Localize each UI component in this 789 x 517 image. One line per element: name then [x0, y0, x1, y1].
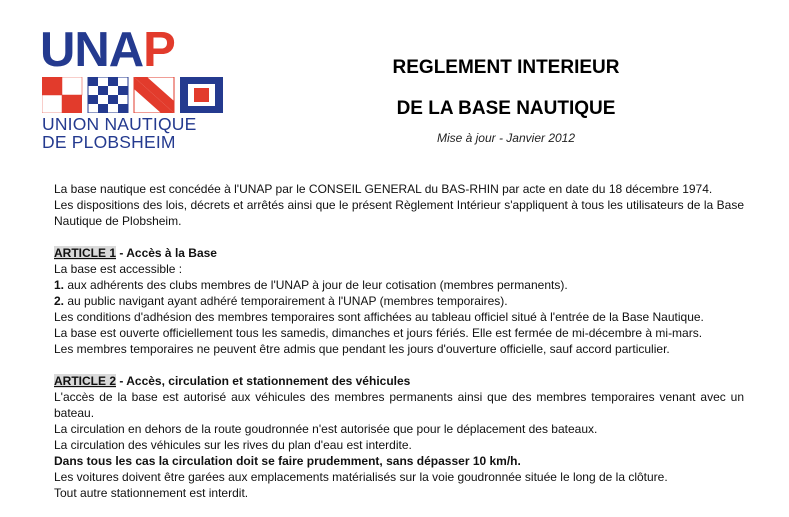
article-1-temporary-members: Les membres temporaires ne peuvent être admis que pendant les jours d'ouverture officielle, sauf accord particulier. [54, 342, 670, 356]
article-1-opening: La base est ouverte officiellement tous les samedis, dimanches et jours fériés. Elle est fermée de mi-décembre à mi-mars. [54, 326, 703, 340]
logo-word-blue: UNA [40, 23, 144, 77]
intro-line-2: Les dispositions des lois, décrets et arrêtés ainsi que le présent Règlement Intérieur s'appliquent à tous les utilisateurs de la Base Nautique de Plobsheim. [54, 198, 744, 228]
article-2-title: - Accès, circulation et stationnement des véhicules [116, 374, 411, 388]
article-2-parking: Les voitures doivent être garées aux emplacements matérialisés sur la voie goudronnée située le long de la clôture. [54, 470, 668, 484]
intro-line-1: La base nautique est concédée à l'UNAP par le CONSEIL GENERAL du BAS-RHIN par acte en date du 18 décembre 1974. [54, 182, 713, 196]
logo-subtitle-line1: UNION NAUTIQUE [42, 114, 197, 134]
article-2-banks: La circulation des véhicules sur les rives du plan d'eau est interdite. [54, 438, 412, 452]
article-2-access: L'accès de la base est autorisé aux véhicules des membres permanents ainsi que des membres temporaires venant avec un bateau. [54, 390, 744, 420]
section-spacer [54, 357, 744, 373]
article-1-item-2-number: 2. [54, 294, 65, 308]
article-1-number: ARTICLE 1 [54, 246, 117, 260]
article-1-item-1-text: aux adhérents des clubs membres de l'UNAP à jour de leur cotisation (membres permanents). [64, 278, 568, 292]
article-1-conditions: Les conditions d'adhésion des membres temporaires sont affichées au tableau officiel situé à l'entrée de la Base Nautique. [54, 310, 704, 324]
flag-framed-blue [180, 77, 223, 113]
logo-wordmark [40, 23, 175, 77]
logo-subtitle-line2: DE PLOBSHEIM [42, 132, 176, 152]
document-title-line2: DE LA BASE NAUTIQUE [396, 98, 616, 119]
article-1-item-2-text: au public navigant ayant adhéré temporairement à l'UNAP (membres temporaires). [64, 294, 508, 308]
flag-diagonal-red [134, 77, 174, 113]
unap-logo [40, 23, 226, 152]
article-2-speed-limit: Dans tous les cas la circulation doit se faire prudemment, sans dépasser 10 km/h. [54, 454, 521, 468]
article-2-other-parking: Tout autre stationnement est interdit. [54, 486, 249, 500]
article-2-road: La circulation en dehors de la route goudronnée n'est autorisée que pour le déplacement des bateaux. [54, 422, 598, 436]
article-2-heading [54, 373, 744, 389]
article-1-item-1-number: 1. [54, 278, 65, 292]
article-1-lead: La base est accessible : [54, 262, 183, 276]
document-update-date: Mise à jour - Janvier 2012 [436, 131, 576, 145]
article-2-number: ARTICLE 2 [54, 374, 117, 388]
article-1-heading [54, 245, 744, 261]
article-1-item-1 [54, 277, 744, 293]
document-title-line1: REGLEMENT INTERIEUR [392, 57, 620, 78]
logo-word-red: P [143, 23, 175, 77]
document-body [54, 181, 744, 501]
article-1-title: - Accès à la Base [116, 246, 217, 260]
flag-quartered-red [42, 77, 82, 113]
section-spacer [54, 229, 744, 245]
article-1-item-2 [54, 293, 744, 309]
nautical-flags-icon [42, 77, 223, 113]
flag-checkered-blue [88, 77, 128, 113]
